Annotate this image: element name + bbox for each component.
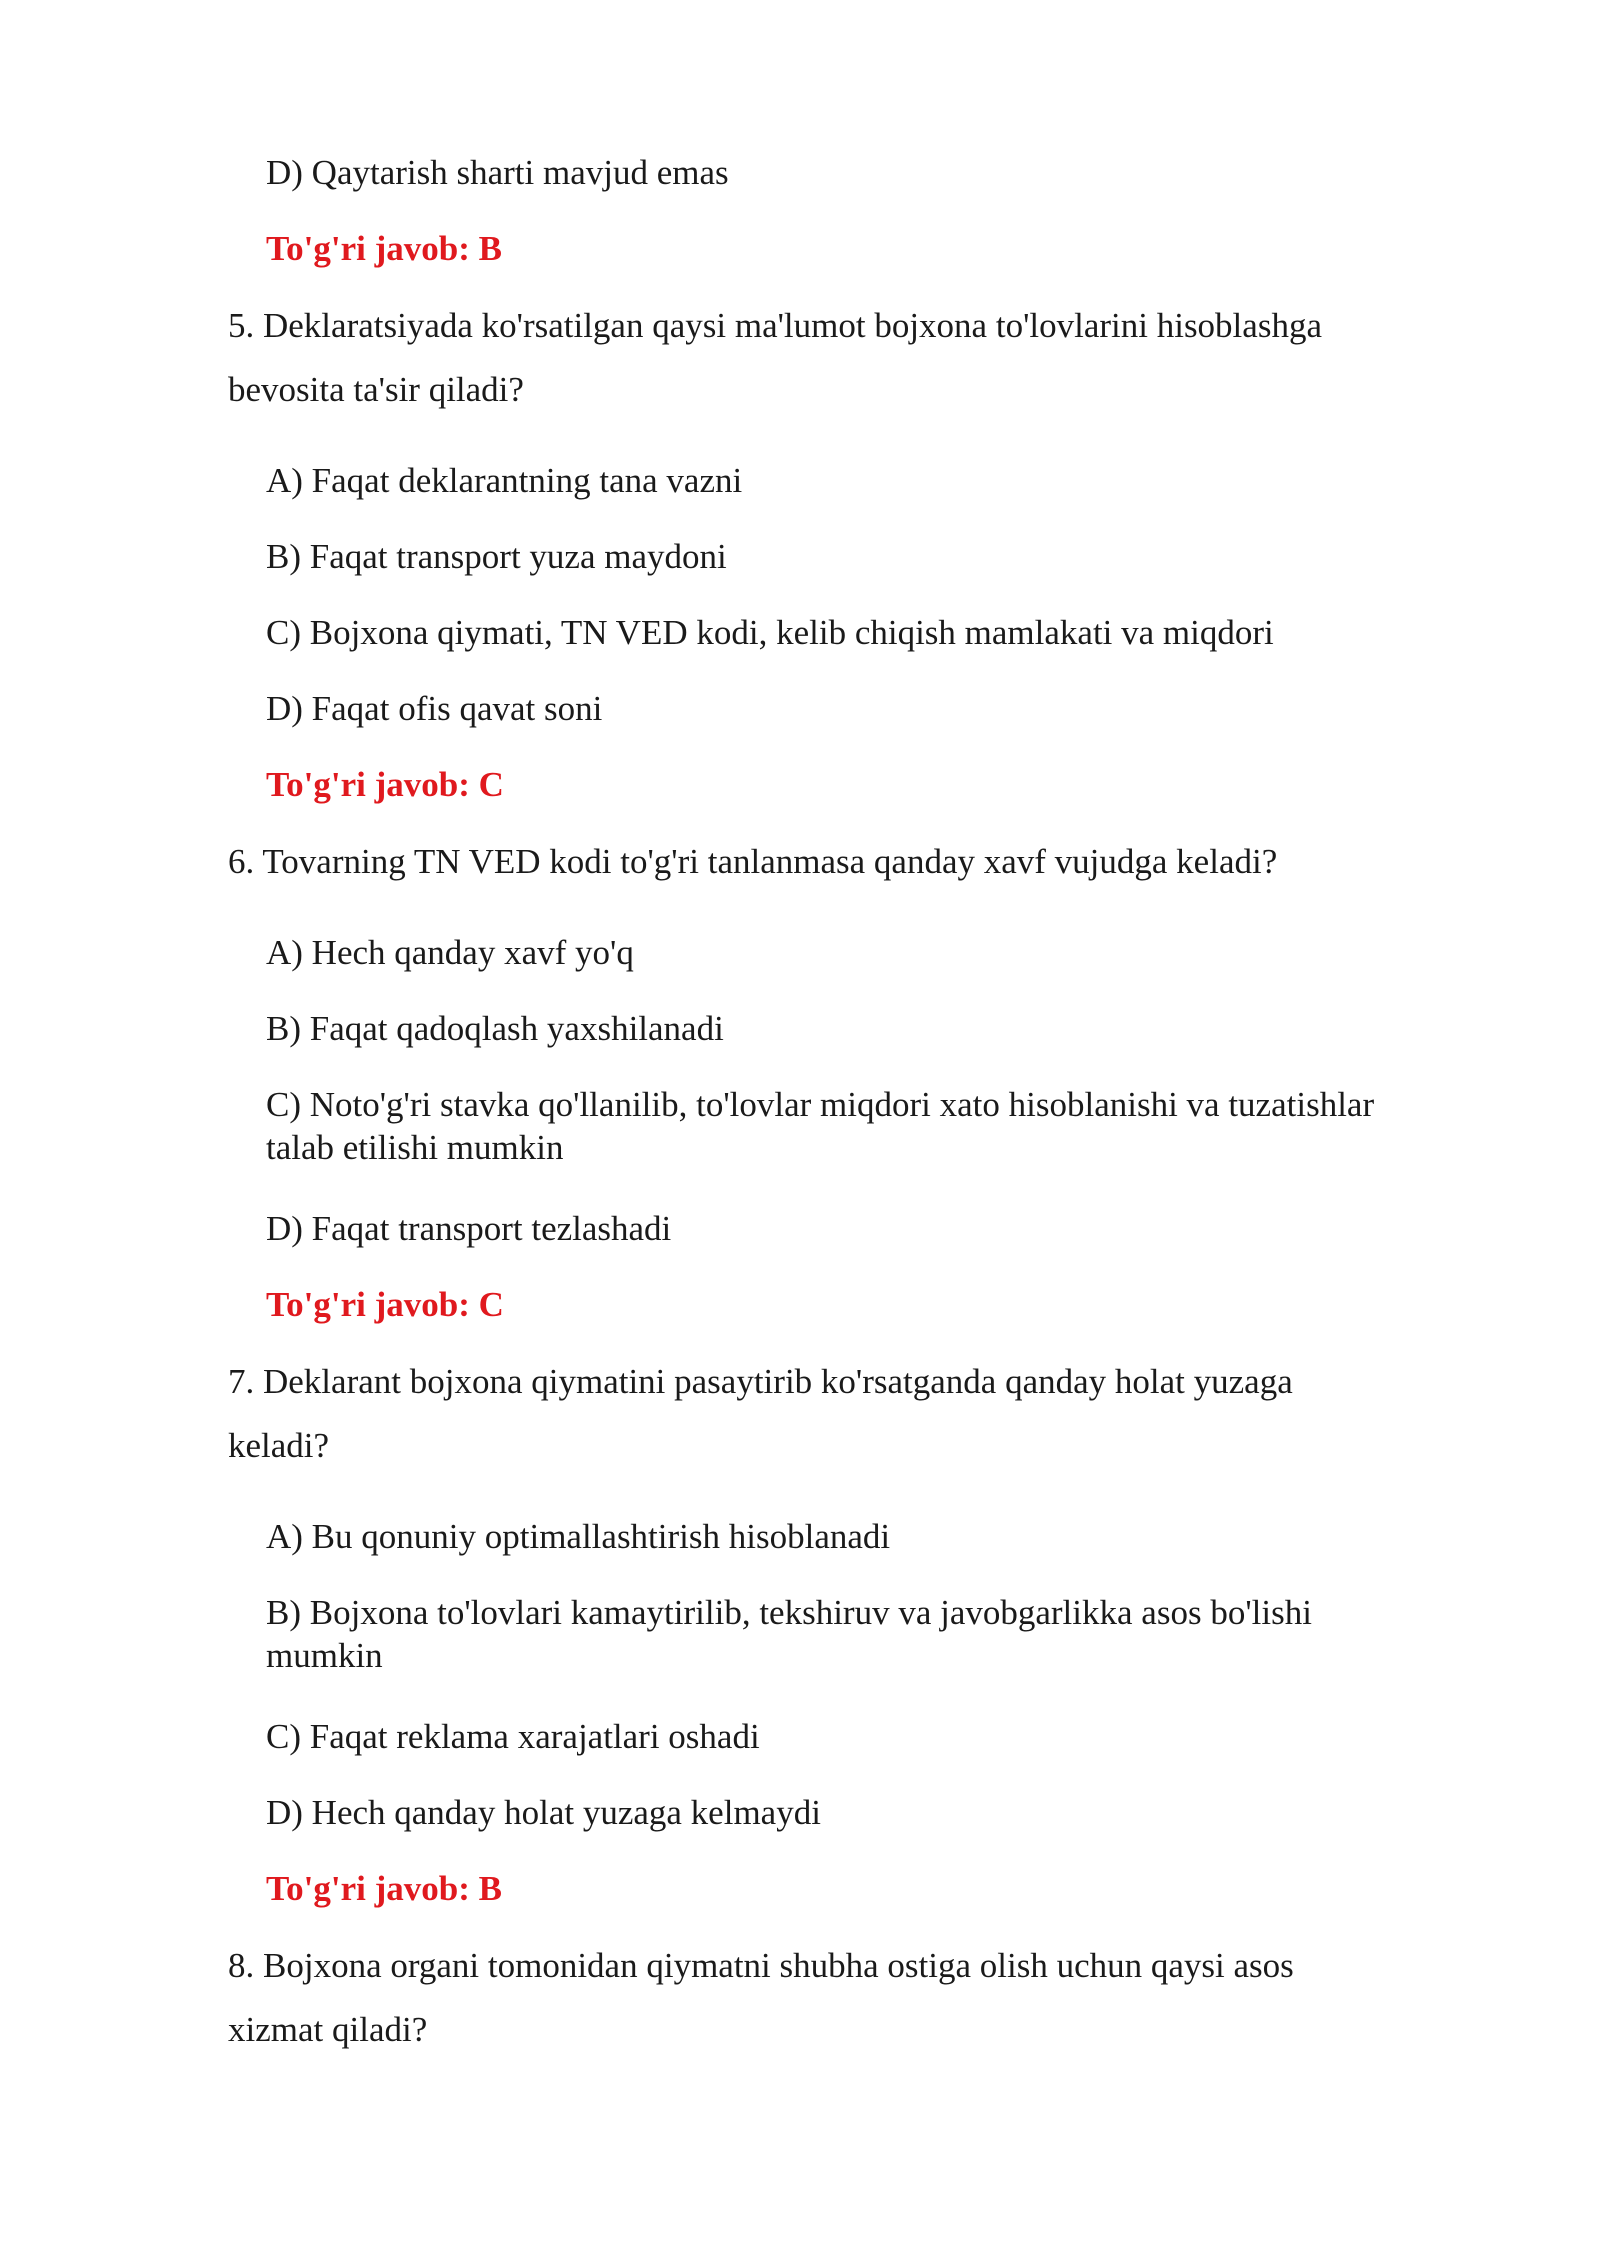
option-d: D) Faqat ofis qavat soni	[266, 689, 603, 728]
option-a: A) Faqat deklarantning tana vazni	[266, 461, 743, 500]
question-5-text-cont: bevosita ta'sir qiladi?	[228, 370, 524, 409]
option-d: D) Faqat transport tezlashadi	[266, 1209, 672, 1248]
option-c: C) Faqat reklama xarajatlari oshadi	[266, 1717, 760, 1756]
correct-answer: To'g'ri javob: B	[266, 229, 502, 268]
question-5-text: 5. Deklaratsiyada ko'rsatilgan qaysi ma'lumot bojxona to'lovlarini hisoblashga	[228, 306, 1322, 345]
option-d: D) Hech qanday holat yuzaga kelmaydi	[266, 1793, 821, 1832]
option-b-cont: mumkin	[266, 1636, 383, 1675]
question-8-text-cont: xizmat qiladi?	[228, 2010, 428, 2049]
question-7-text-cont: keladi?	[228, 1426, 330, 1465]
correct-answer: To'g'ri javob: B	[266, 1869, 502, 1908]
option-c: C) Bojxona qiymati, TN VED kodi, kelib chiqish mamlakati va miqdori	[266, 613, 1274, 652]
option-c-cont: talab etilishi mumkin	[266, 1128, 564, 1167]
correct-answer: To'g'ri javob: C	[266, 765, 504, 804]
question-8-text: 8. Bojxona organi tomonidan qiymatni shubha ostiga olish uchun qaysi asos	[228, 1946, 1294, 1985]
option-b: B) Bojxona to'lovlari kamaytirilib, tekshiruv va javobgarlikka asos bo'lishi	[266, 1593, 1312, 1632]
question-6-text: 6. Tovarning TN VED kodi to'g'ri tanlanmasa qanday xavf vujudga keladi?	[228, 842, 1278, 881]
option-b: B) Faqat transport yuza maydoni	[266, 537, 727, 576]
correct-answer: To'g'ri javob: C	[266, 1285, 504, 1324]
option-d: D) Qaytarish sharti mavjud emas	[266, 153, 729, 192]
option-a: A) Hech qanday xavf yo'q	[266, 933, 634, 972]
option-c: C) Noto'g'ri stavka qo'llanilib, to'lovlar miqdori xato hisoblanishi va tuzatishlar	[266, 1085, 1375, 1124]
question-7-text: 7. Deklarant bojxona qiymatini pasaytirib ko'rsatganda qanday holat yuzaga	[228, 1362, 1293, 1401]
option-b: B) Faqat qadoqlash yaxshilanadi	[266, 1009, 724, 1048]
option-a: A) Bu qonuniy optimallashtirish hisoblanadi	[266, 1517, 891, 1556]
